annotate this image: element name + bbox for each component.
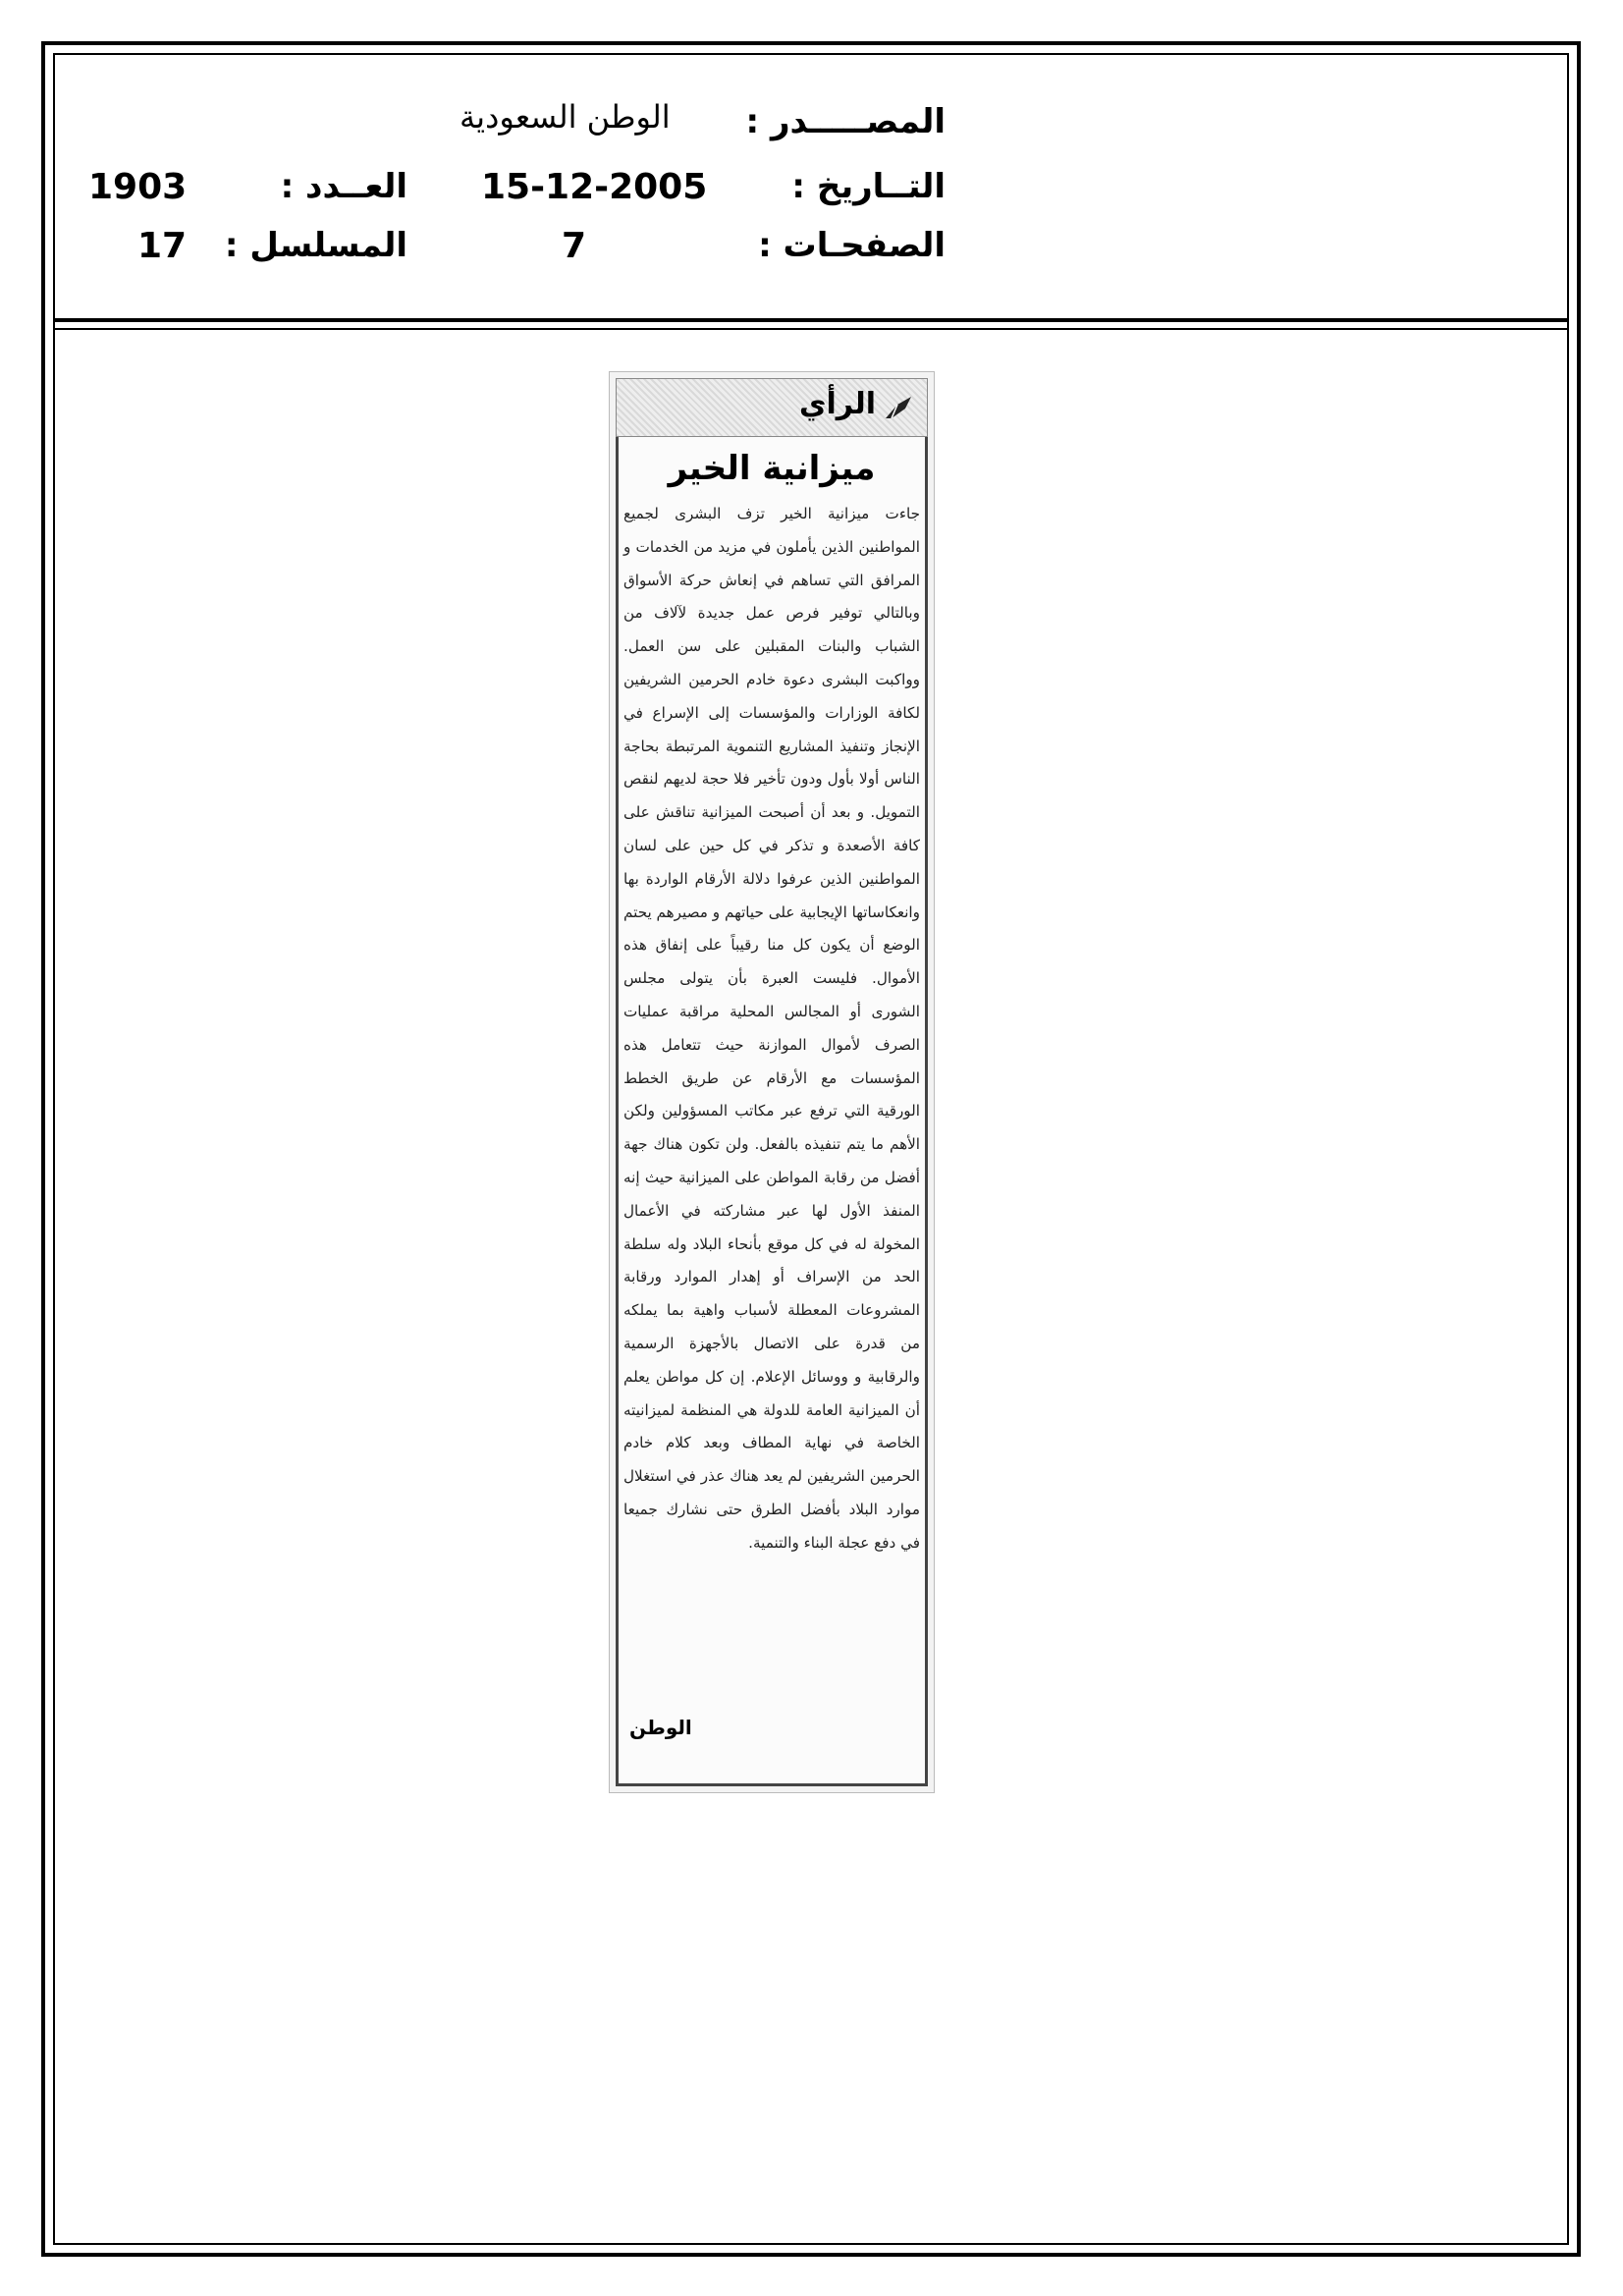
source-value: الوطن السعودية bbox=[460, 98, 671, 136]
source-label: المصـــــدر : bbox=[745, 102, 946, 141]
article-body: جاءت ميزانية الخير تزف البشرى لجميع المواطنين الذين يأملون في مزيد من الخدمات و المرافق التي تساهم في إنعاش حركة الأسواق وبالتالي توفير فرص عمل جديدة لآلاف من الشباب والبنات المقبلين على سن العمل. وواكبت البشرى دعوة خادم الحرمين الشريفين لكافة الوزارات والمؤسسات إلى الإسراع في الإنجاز وتنفيذ المشاريع التنموية المرتبطة بحاجة الناس أولا بأول ودون تأخير فلا حجة لديهم لنقص التمويل. و بعد أن أصبحت الميزانية تناقش على كافة الأصعدة و تذكر في كل حين على لسان المواطنين الذين عرفوا دلالة الأرقام الواردة بها وانعكاساتها الإيجابية على حياتهم و مصيرهم يحتم الوضع أن يكون كل منا رقيباً على إنفاق هذه الأموال. فليست العبرة بأن يتولى مجلس الشورى أو المجالس المحلية مراقبة عمليات الصرف لأموال الموازنة حيث تتعامل هذه المؤسسات مع الأرقام عن طريق الخطط الورقية التي ترفع عبر مكاتب المسؤولين ولكن الأهم ما يتم تنفيذه بالفعل. ولن تكون هناك جهة أفضل من رقابة المواطن على الميزانية حيث إنه المنفذ الأول لها عبر مشاركته في الأعمال المخولة له في كل موقع بأنحاء البلاد وله سلطة الحد من الإسراف أو إهدار الموارد ورقابة المشروعات المعطلة لأسباب واهية بما يملكه من قدرة على الاتصال بالأجهزة الرسمية والرقابية و ووسائل الإعلام. إن كل مواطن يعلم أن الميزانية العامة للدولة هي المنظمة لميزانيته الخاصة في نهاية المطاف وبعد كلام خادم الحرمين الشريفين لم يعد هناك عذر في استغلال موارد البلاد بأفضل الطرق حتى نشارك جميعا في دفع عجلة البناء والتنمية. bbox=[623, 505, 920, 1552]
section-title: الرأي bbox=[799, 387, 876, 421]
clipping-section-header bbox=[616, 378, 928, 437]
header-divider-thin bbox=[53, 328, 1569, 330]
article-signature: الوطن bbox=[629, 1716, 692, 1739]
date-value: 15-12-2005 bbox=[481, 167, 708, 207]
serial-label: المسلسل : bbox=[224, 226, 407, 265]
issue-label: العــدد : bbox=[280, 167, 407, 206]
article-title: ميزانية الخير bbox=[668, 449, 876, 488]
serial-value: 17 bbox=[137, 226, 188, 266]
pages-value: 7 bbox=[562, 226, 587, 266]
quill-icon bbox=[884, 393, 915, 422]
header-divider bbox=[53, 318, 1569, 322]
newspaper-clipping bbox=[609, 371, 935, 1793]
issue-value: 1903 bbox=[88, 167, 188, 207]
date-label: التــاريخ : bbox=[791, 167, 946, 206]
pages-label: الصفحـات : bbox=[758, 226, 946, 265]
